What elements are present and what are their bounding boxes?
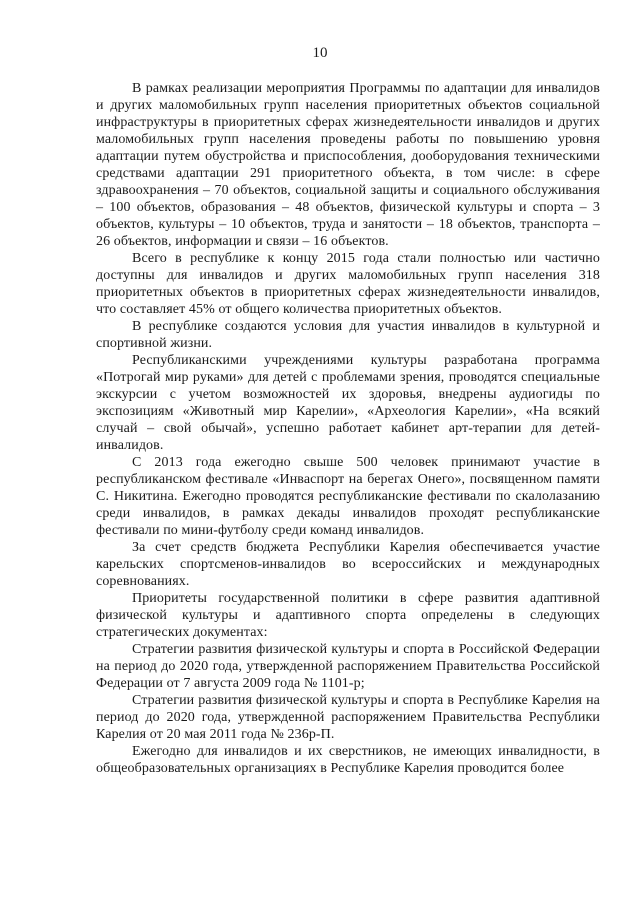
paragraph-annual-schools: Ежегодно для инвалидов и их сверстников, не имеющих инвалидности, в общеобразовательных организациях в Республике Карелия проводится более [96,744,600,776]
paragraph-culture-institutions: Республиканскими учреждениями культуры разработана программа «Потрогай мир руками» для детей с проблемами зрения, проводятся специальные экскурсии с учетом возможностей их здоровья, внедрены аудиогиды по экспозициям «Животный мир Карелии», «Археология Карелии», «На всякий случай – свой обычай», успешно работает кабинет арт-терапии для детей-инвалидов. [96,353,600,453]
paragraph-adaptation-program: В рамках реализации мероприятия Программы по адаптации для инвалидов и других маломобильных групп населения приоритетных объектов социальной инфраструктуры в приоритетных сферах жизнедеятельности инвалидов и других маломобильных групп населения проведены работы по повышению уровня адаптации путем обустройства и приспособления, дооборудования техническими средствами адаптации 291 приоритетного объекта, в том числе: в сфере здравоохранения – 70 объектов, социальной защиты и социального обслуживания – 100 объектов, образования – 48 объектов, физической культуры и спорта – 3 объектов, культуры – 10 объектов, труда и занятости – 18 объектов, транспорта – 26 объектов, информации и связи – 16 объектов. [96,81,600,249]
paragraph-federal-strategy: Стратегии развития физической культуры и спорта в Российской Федерации на период до 2020 года, утвержденной распоряжением Правительства Российской Федерации от 7 августа 2009 года № 1101-р; [96,642,600,691]
page-number: 10 [312,45,328,61]
paragraph-budget-participation: За счет средств бюджета Республики Карелия обеспечивается участие карельских спортсменов-инвалидов во всероссийских и международных соревнованиях. [96,540,600,589]
paragraph-accessible-objects: Всего в республике к концу 2015 года стали полностью или частично доступны для инвалидов и других маломобильных групп населения 318 приоритетных объектов в приоритетных сферах жизнедеятельности инвалидов, что составляет 45% от общего количества приоритетных объектов. [96,251,600,317]
paragraph-festivals: С 2013 года ежегодно свыше 500 человек принимают участие в республиканском фестивале «Инваспорт на берегах Онего», посвященном памяти С. Никитина. Ежегодно проводятся республиканские фестивали по скалолазанию среди инвалидов, в рамках декады инвалидов проходят республиканские фестивали по мини-футболу среди команд инвалидов. [96,455,600,538]
paragraph-cultural-sports-conditions: В республике создаются условия для участия инвалидов в культурной и спортивной жизни. [96,319,600,351]
paragraph-policy-priorities: Приоритеты государственной политики в сфере развития адаптивной физической культуры и адаптивного спорта определены в следующих стратегических документах: [96,591,600,640]
document-body [96,80,600,777]
paragraph-karelia-strategy: Стратегии развития физической культуры и спорта в Республике Карелия на период до 2020 года, утвержденной распоряжением Правительства Республики Карелия от 20 мая 2011 года № 236р-П. [96,693,600,742]
